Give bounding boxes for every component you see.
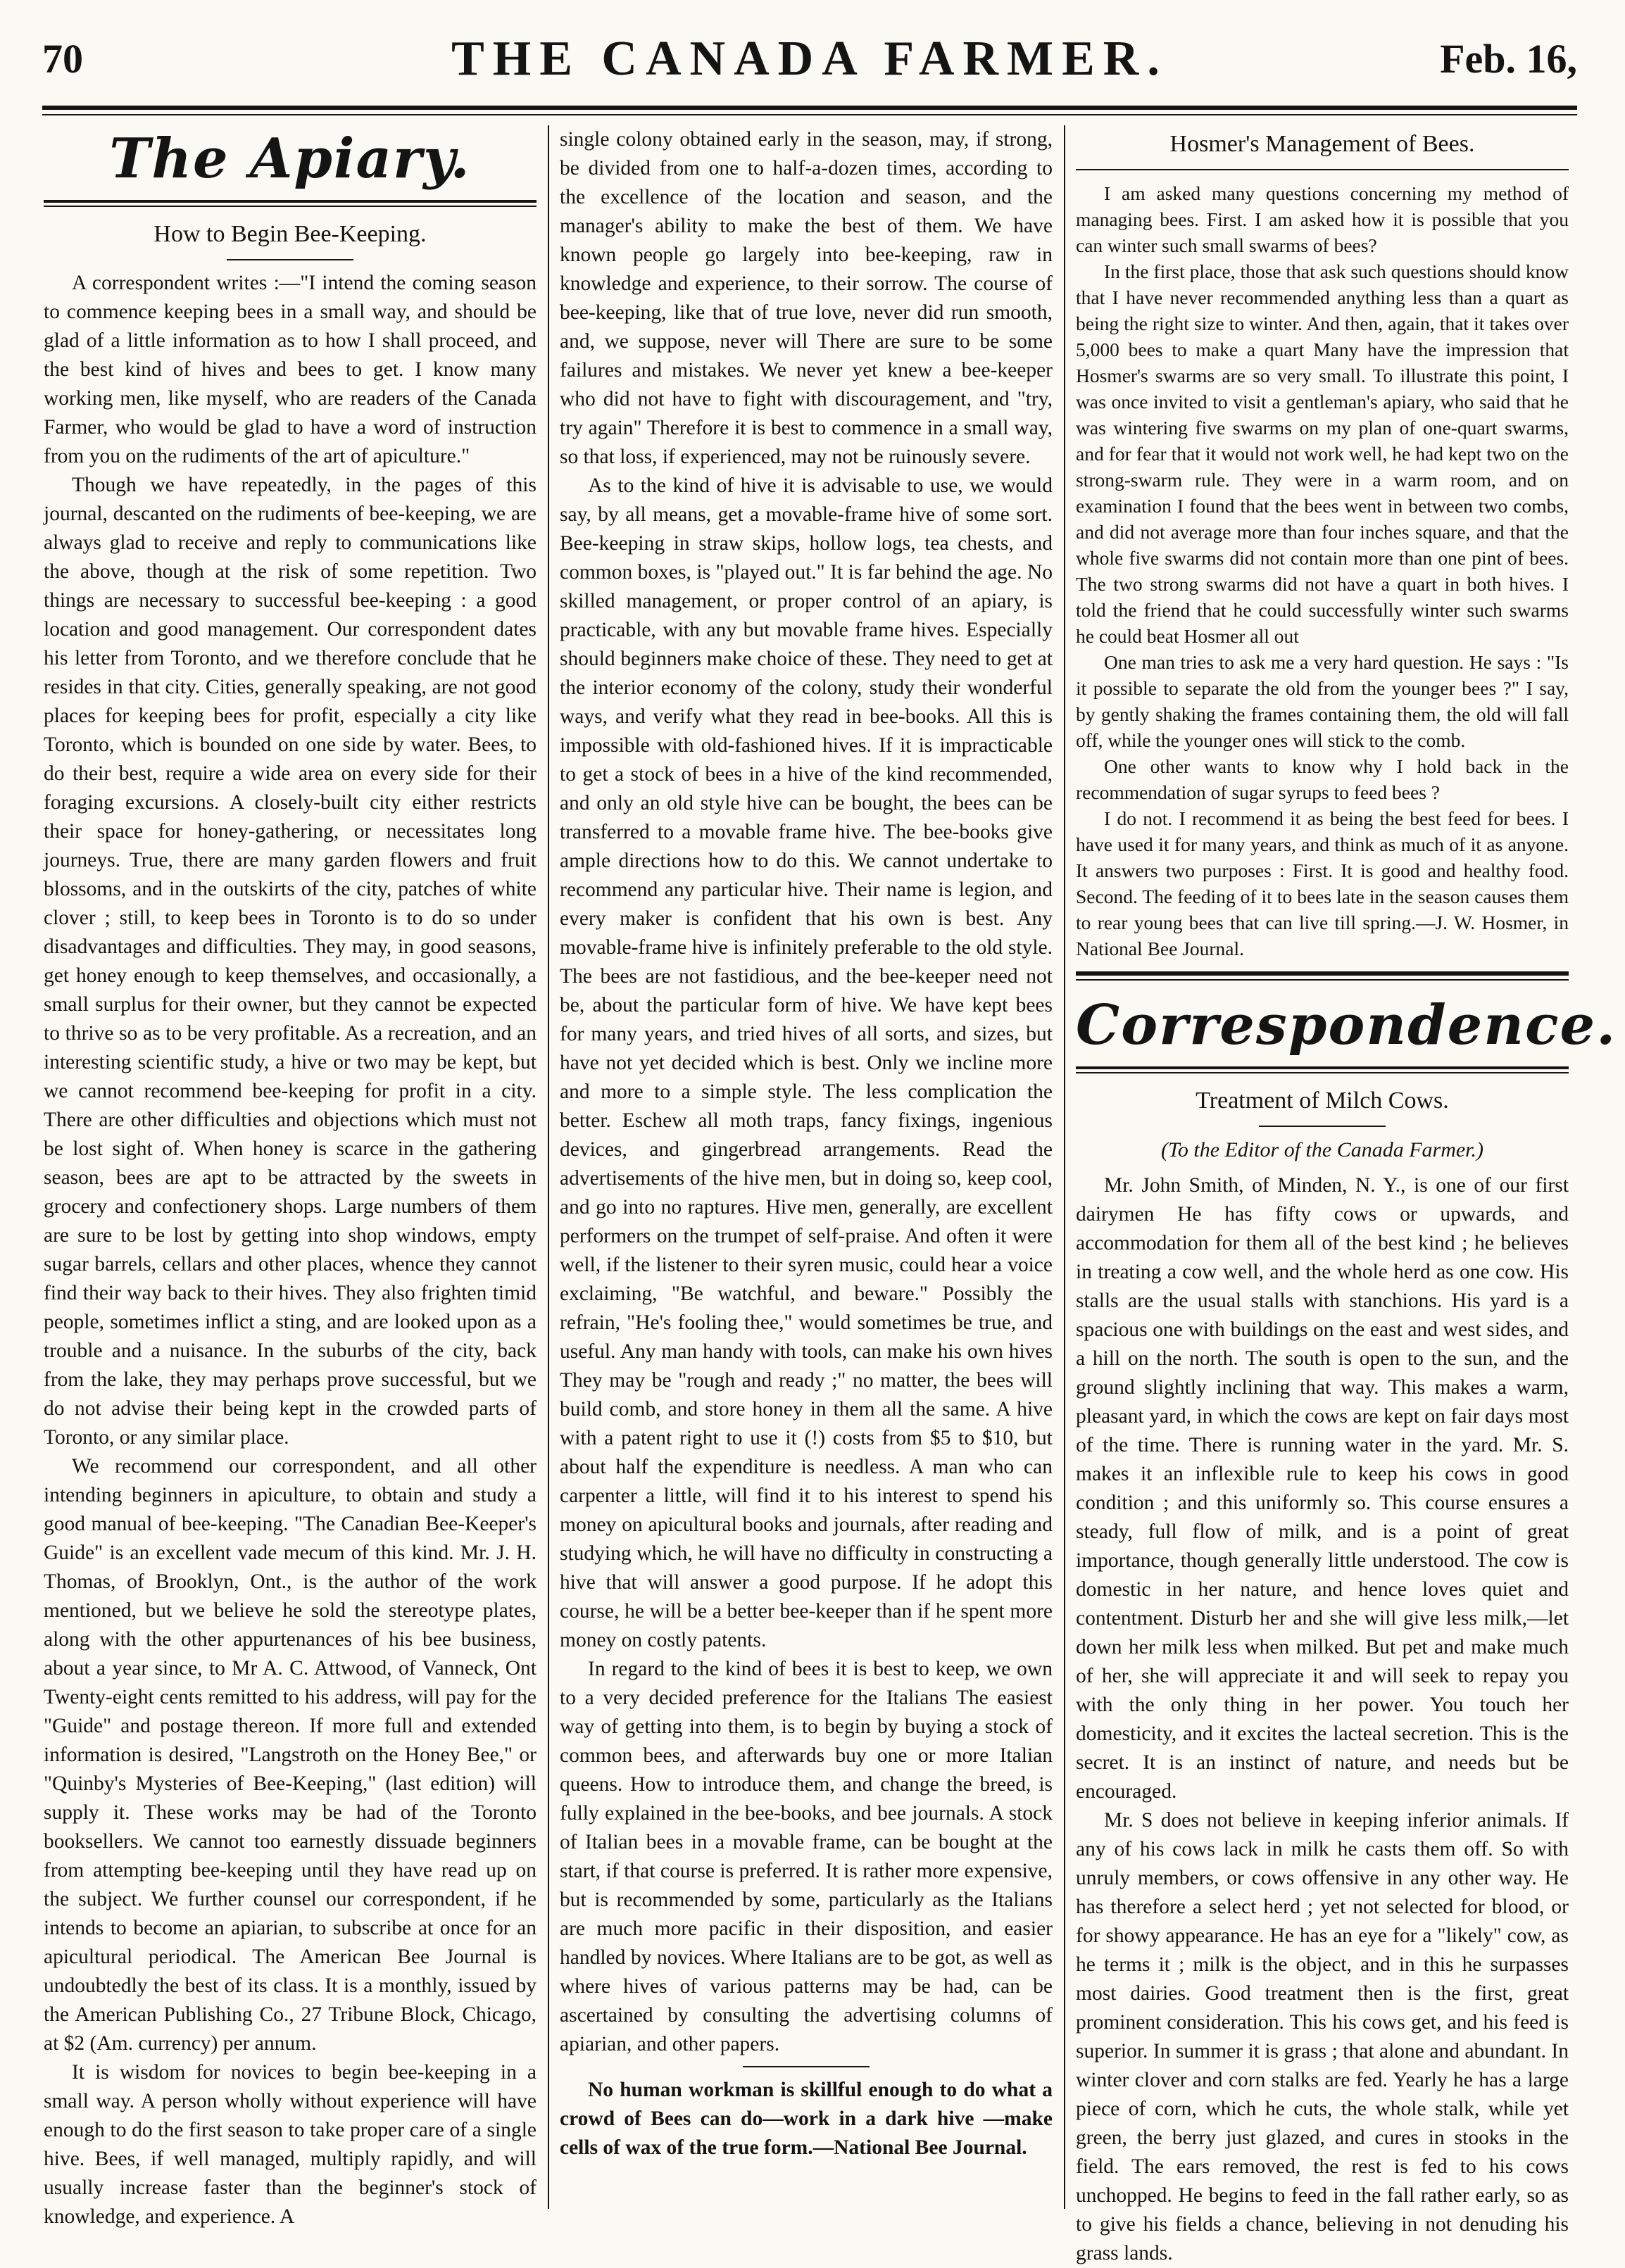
article-paragraph: In regard to the kind of bees it is best to keep, we own to a very decided preference for the Italians The easiest way of getting into them, is to begin by buying a stock of common bees, and afterwards buy one or more Italian queens. How to introduce them, and change the breed, is fully explained in the bee-books, and bee journals. A stock of Italian bees in a movable frame, can be bought at the start, if that course is preferred. It is rather more expensive, but is recommended by some, particularly as the Italians are much more pacific in their disposition, and easier handled by novices. Where Italians are to be got, as well as where hives of various patterns may be had, can be ascertained by consulting the advertising columns of apiarian, and other papers.: [560, 1658, 1053, 2055]
article-headline: Hosmer's Management of Bees.: [1169, 131, 1475, 157]
article-paragraph: Mr. S does not believe in keeping inferior animals. If any of his cows lack in milk he casts them off. So with unruly members, or cows offensive in any other way. He has therefore a select herd ; yet not selected for blood, or for showy appearance. He has an eye for a "likely" cow, as he terms it ; milk is the object, and in this he surpasses most dairies. Good treatment then is the first, great prominent consideration. This his cows get, and his feed is superior. In summer it is grass ; that alone and abundant. In winter clover and corn stalks are fed. Yearly he has a large piece of corn, which he cuts, the whole stalk, while yet green, the berry just glazed, and cures in stooks in the field. The ears removed, the rest is fed to his cows unchopped. He begins to feed in the fall rather early, so as to give his fields a chance, believing in not denuding his grass lands.: [1076, 1809, 1569, 2264]
article-paragraph: single colony obtained early in the season, may, if strong, be divided from one to half-a-dozen times, according to the excellence of the location and season, and the manager's ability to make the best of them. We have known people go largely into bee-keeping, raw in knowledge and experience, to their sorrow. The course of bee-keeping, like that of true love, never did run smooth, and, we suppose, never will There are sure to be some failures and mistakes. We never yet knew a bee-keeper who did not have to fight with discouragement, and "try, try again" Therefore it is best to commence in a small way, so that loss, if experienced, may not be ruinously severe.: [560, 128, 1053, 468]
article-paragraph: It is wisdom for novices to begin bee-keeping in a small way. A person wholly without experience will have enough to do the first season to take proper care of a single hive. Bees, if well managed, multiply rapidly, and will usually increase faster than the beginner's stock of knowledge, and experience. A: [44, 2061, 537, 2228]
article-paragraph: In the first place, those that ask such questions should know that I have never recommended anything less than a quart as being the right size to winter. And then, again, that it takes over 5,000 bees to make a quart Many have the impression that Hosmer's swarms are so very small. To illustrate this point, I was once invited to visit a gentleman's apiary, who said that he was wintering five swarms on my plan of one-quart swarms, and for fear that it would not work well, he had kept two on the strong-swarm rule. They were in a warm room, and on examination I found that the bees went in between two combs, and did not average more than four inches square, and that the whole five swarms did not contain more than one pint of bees. The two strong swarms did not have a quart in both hives. I told the friend that he could successfully winter such swarms he could beat Hosmer all out: [1076, 260, 1569, 647]
article-headline: Treatment of Milch Cows.: [1196, 1088, 1449, 1114]
column-3: [1076, 125, 1617, 2264]
column-2: [560, 125, 1053, 2209]
page-number: 70: [42, 36, 83, 82]
filler-paragraph: No human workman is skillful enough to do what a crowd of Bees can do—work in a dark hive —make cells of wax of the true form.—National Bee Journal.: [560, 2079, 1053, 2159]
article-paragraph: One man tries to ask me a very hard question. He says : "Is it possible to separate the old from the younger bees ?" I say, by gently shaking the frames containing them, the old will fall off, while the younger ones will stick to the comb.: [1076, 651, 1569, 751]
section-rule: [44, 200, 537, 207]
article-paragraph: A correspondent writes :—"I intend the coming season to commence keeping bees in a small way, and should be glad of a little information as to how I shall proceed, and the best kind of hives and bees to get. I know many working men, like myself, who are readers of the Canada Farmer, who would be glad to have a word of instruction from you on the rudiments of the art of apiculture.": [44, 272, 537, 467]
section-rule: [1076, 1066, 1569, 1073]
masthead-rule: [42, 106, 1577, 115]
newspaper-title: THE CANADA FARMER.: [451, 32, 1168, 86]
article-paragraph: One other wants to know why I hold back in the recommendation of sugar syrups to feed bees ?: [1076, 755, 1569, 803]
department-heading-correspondence: Correspondence.: [1076, 993, 1617, 1057]
article-headline: How to Begin Bee-Keeping.: [153, 221, 427, 247]
article-paragraph: We recommend our correspondent, and all other intending beginners in apiculture, to obtain and study a good manual of bee-keeping. "The Canadian Bee-Keeper's Guide" is an excellent vade mecum of this kind. Mr. J. H. Thomas, of Brooklyn, Ont., is the author of the work mentioned, but we believe he sold the stereotype plates, along with the other appurtenances of his bee business, about a year since, to Mr A. C. Attwood, of Vanneck, Ont Twenty-eight cents remitted to his address, will pay for the "Guide" and postage thereon. If more full and extended information is desired, "Langstroth on the Honey Bee," or "Quinby's Mysteries of Bee-Keeping," (last edition) will supply it. These works may be had of the Toronto booksellers. We cannot too earnestly dissuade beginners from attempting bee-keeping until they have read up on the subject. We further counsel our correspondent, if he intends to become an apiarian, to subscribe at once for an apicultural periodical. The American Bee Journal is undoubtedly the best of its class. It is a monthly, issued by the American Publishing Co., 27 Tribune Block, Chicago, at $2 (Am. currency) per annum.: [44, 1455, 537, 2055]
section-rule: [1076, 971, 1569, 981]
article-paragraph: As to the kind of hive it is advisable to use, we would say, by all means, get a movable-frame hive of some sort. Bee-keeping in straw skips, hollow logs, tea chests, and common boxes, is "played out." It is far behind the age. No skilled management, or proper control of an apiary, is practicable, with any but movable frame hives. Especially should beginners make choice of these. They need to get at the interior economy of the colony, study their wonderful ways, and verify what they read in bee-books. All this is impossible with old-fashioned hives. If it is impracticable to get a stock of bees in a hive of the kind recommended, and only an old style hive can be bought, the bees can be transferred to a movable frame hive. The bee-books give ample directions how to do this. We cannot undertake to recommend any particular hive. Their name is legion, and every maker is confident that his own is best. Any movable-frame hive is infinitely preferable to the old style. The bees are not fastidious, and the bee-keeper need not be, about the particular form of hive. We have kept bees for many years, and tried hives of all sorts, and sizes, but have not yet decided which is best. Only we incline more and more to a simple style. The less complication the better. Eschew all moth traps, fancy fixings, ingenious devices, and gingerbread arrangements. Read the advertisements of the hive men, but in doing so, keep cool, and go into no raptures. Hive men, generally, are excellent performers on the trumpet of self-praise. And often it were well, if the listener to their syren music, could hear a voice exclaiming, "Be watchful, and beware." Possibly the refrain, "He's fooling thee," would sometimes be true, and useful. Any man handy with tools, can make his own hives They may be "rough and ready ;" no matter, the bees will build comb, and store honey in them all the same. A hive with a patent right to use it (!) costs from $5 to $10, but about half the expenditure is needless. A man who can carpenter a little, will find it to his interest to spend his money on apicultural books and journals, after reading and studying which, he will have no difficulty in constructing a hive that will answer a good purpose. If he adopt this course, he will be a better bee-keeper than if he spent more money on costly patents.: [560, 474, 1053, 1651]
masthead: [42, 28, 1577, 106]
department-heading-apiary: The Apiary.: [109, 127, 471, 191]
letter-salutation: (To the Editor of the Canada Farmer.): [1160, 1138, 1484, 1161]
article-paragraph: I am asked many questions concerning my method of managing bees. First. I am asked how it is possible that you can winter such small swarms of bees?: [1076, 182, 1569, 256]
filler-rule: [743, 2066, 870, 2067]
column-divider: [1064, 125, 1065, 2209]
article-paragraph: Though we have repeatedly, in the pages of this journal, descanted on the rudiments of bee-keeping, we are always glad to receive and reply to communications like the above, though at the risk of some repetition. Two things are necessary to successful bee-keeping : a good location and good management. Our correspondent dates his letter from Toronto, and we therefore conclude that he resides in that city. Cities, generally speaking, are not good places for keeping bees for profit, especially a city like Toronto, which is bounded on one side by water. Bees, to do their best, require a wide area on every side for their foraging excursions. A closely-built city either restricts their space for honey-gathering, or necessitates long journeys. True, there are many garden flowers and fruit blossoms, and in the outskirts of the city, patches of white clover ; still, to keep bees in Toronto is to do so under disadvantages and difficulties. They may, in good seasons, get honey enough to keep themselves, and occasionally, a small surplus for their owner, but they cannot be expected to thrive so as to be very profitable. As a recreation, and an interesting scientific study, a hive or two may be kept, but we cannot recommend bee-keeping for profit in a city. There are other difficulties and objections which must not be lost sight of. When honey is scarce in the gathering season, bees are apt to be attracted by the sweets in grocery and confectionery shops. Large numbers of them are sure to be lost by getting into shop windows, empty sugar barrels, cellars and other places, whence they cannot find their way back to their hives. They also frighten timid people, sometimes inflict a sting, and are looked upon as a trouble and a nuisance. In the suburbs of the city, back from the lake, they may perhaps prove successful, but we do not advise their being kept in the crowded parts of Toronto, or any similar place.: [44, 474, 537, 1449]
headline-rule: [1259, 1126, 1386, 1127]
column-1: [44, 125, 537, 2228]
issue-date: Feb. 16,: [1440, 36, 1577, 82]
column-divider: [548, 125, 549, 2209]
article-paragraph: I do not. I recommend it as being the best feed for bees. I have used it for many years, and think as much of it as anyone. It answers two purposes : First. It is good and healthy food. Second. The feeding of it to bees late in the season causes them to rear young bees that can live till spring.—J. W. Hosmer, in National Bee Journal.: [1076, 807, 1569, 959]
headline-rule: [1076, 169, 1569, 170]
headline-rule: [227, 259, 353, 260]
article-paragraph: Mr. John Smith, of Minden, N. Y., is one of our first dairymen He has fifty cows or upwards, and accommodation for them all of the best kind ; he believes in treating a cow well, and the whole herd as one cow. His stalls are the usual stalls with stanchions. His yard is a spacious one with buildings on the east and west sides, and a hill on the north. The south is open to the sun, and the ground slightly inclining that way. This makes a warm, pleasant yard, in which the cows are kept on fair days most of the time. There is running water in the yard. Mr. S. makes it an inflexible rule to keep his cows in good condition ; and this uniformly so. This course ensures a steady, full flow of milk, and is a point of great importance, though generally little understood. The cow is domestic in her nature, and hence loves quiet and contentment. Disturb her and she will give less milk,—let down her milk less when milked. But pet and make much of her, she will appreciate it and will seek to repay you with the only thing in her power. You touch her domesticity, and it excites the lacteal secretion. This is the secret. It is an instinct of nature, and needs but be encouraged.: [1076, 1174, 1569, 1803]
